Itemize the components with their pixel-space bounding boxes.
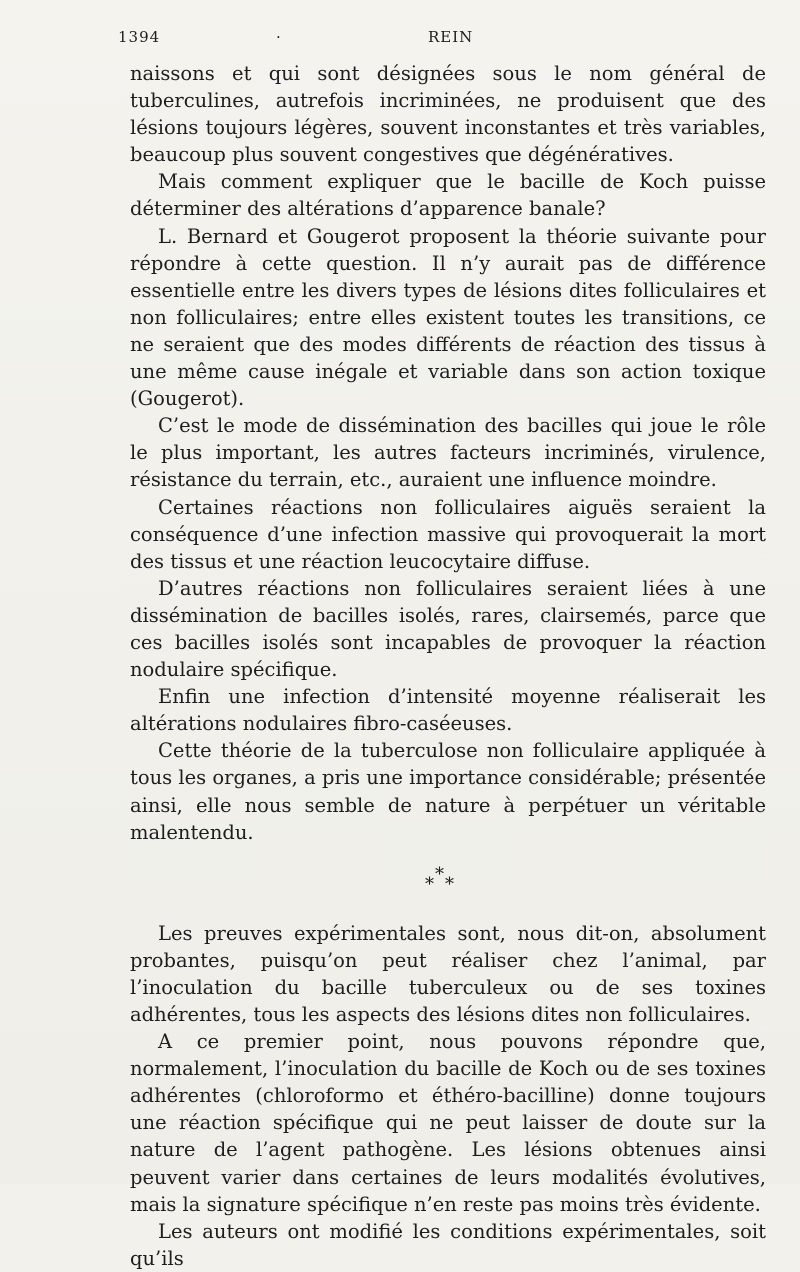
paragraph: Mais comment expliquer que le bacille de Koch puisse déterminer des altérations d’apparence banale?	[130, 170, 766, 221]
paragraph: C’est le mode de dissémination des bacilles qui joue le rôle le plus important, les autres facteurs incriminés, virulence, résistance du terrain, etc., auraient une influence moindre.	[130, 414, 766, 492]
paragraph: naissons et qui sont désignées sous le nom général de tuberculines, autrefois incriminées, ne produisent que des lésions toujours légères, souvent inconstantes et très variables, beaucoup plus souvent congestives que dégénératives.	[130, 62, 766, 167]
paragraph: L. Bernard et Gougerot proposent la théorie suivante pour répondre à cette question. Il n’y aurait pas de différence essentielle entre les divers types de lésions dites folliculaires et non folliculaires; entre elles existent toutes les transitions, ce ne seraient que des modes différents de réaction des tissus à une même cause inégale et variable dans son action toxique (Gougerot).	[130, 224, 766, 411]
paragraph: Les auteurs ont modifié les conditions expérimentales, soit qu’ils	[130, 1219, 766, 1270]
section-separator	[130, 863, 766, 896]
paragraph: Enfin une infection d’intensité moyenne réaliserait les altérations nodulaires fibro-caséeuses.	[130, 685, 766, 736]
page-number: 1394	[118, 28, 161, 46]
asterisk: *	[435, 863, 444, 885]
running-title: REIN	[428, 28, 474, 46]
page-body	[130, 60, 766, 1272]
paragraph: Cette théorie de la tuberculose non folliculaire appliquée à tous les organes, a pris une importance considérable; présentée ainsi, elle nous semble de nature à perpétuer un véritable malentendu.	[130, 739, 766, 844]
paragraph: Certaines réactions non folliculaires aiguës seraient la conséquence d’une infection massive qui provoquerait la mort des tissus et une réaction leucocytaire diffuse.	[130, 495, 766, 573]
paragraph: D’autres réactions non folliculaires seraient liées à une dissémination de bacilles isolés, rares, clairsemés, parce que ces bacilles isolés sont incapables de provoquer la réaction nodulaire spécifique.	[130, 576, 766, 682]
running-header	[118, 28, 760, 52]
paragraph: A ce premier point, nous pouvons répondre que, normalement, l’inoculation du bacille de Koch ou de ses toxines adhérentes (chloroformo et éthéro-bacilline) donne toujours une réaction spécifique qui ne peut laisser de doute sur la nature de l’agent pathogène. Les lésions obtenues ainsi peuvent varier dans certaines de leurs modalités évolutives, mais la signature spécifique n’en reste pas moins très évidente.	[130, 1030, 766, 1216]
header-dot: ·	[276, 28, 282, 46]
paragraph: Les preuves expérimentales sont, nous dit-on, absolument probantes, puisqu’on peut réaliser chez l’animal, par l’inoculation du bacille tuberculeux ou de ses toxines adhérentes, tous les aspects des lésions dites non folliculaires.	[130, 921, 766, 1026]
asterisk: *	[425, 873, 434, 895]
asterisk: *	[445, 873, 454, 895]
